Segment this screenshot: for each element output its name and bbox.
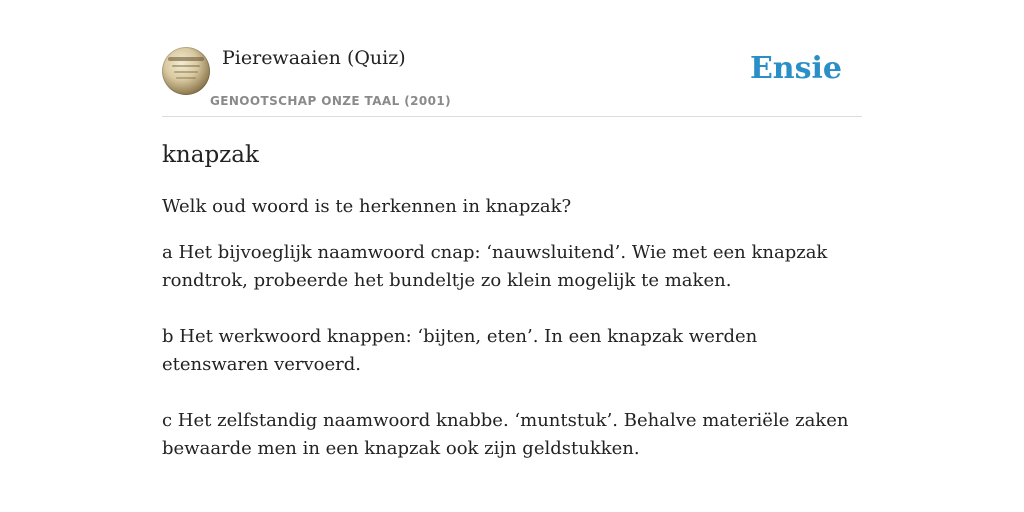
answer-list <box>162 239 862 491</box>
brand-logo-link[interactable]: Ensie <box>749 51 842 86</box>
source-header <box>162 0 862 117</box>
quiz-question: Welk oud woord is te herkennen in knapzak? <box>162 196 572 217</box>
page <box>162 0 862 459</box>
entry-title: knapzak <box>162 142 259 168</box>
publisher-label: GENOOTSCHAP ONZE TAAL (2001) <box>210 94 451 108</box>
answer-option-a: a Het bijvoeglijk naamwoord cnap: ‘nauwsluitend’. Wie met een knapzak rondtrok, probeerde het bundeltje zo klein mogelijk te maken. <box>162 242 828 291</box>
answer-option-c: c Het zelfstandig naamwoord knabbe. ‘muntstuk’. Behalve materiële zaken bewaarde men in een knapzak ook zijn geldstukken. <box>162 410 849 459</box>
answer-option-b: b Het werkwoord knappen: ‘bijten, eten’. In een knapzak werden etenswaren vervoerd. <box>162 326 758 375</box>
book-title-link[interactable]: Pierewaaien (Quiz) <box>222 47 406 69</box>
book-cover-icon[interactable] <box>162 47 210 95</box>
